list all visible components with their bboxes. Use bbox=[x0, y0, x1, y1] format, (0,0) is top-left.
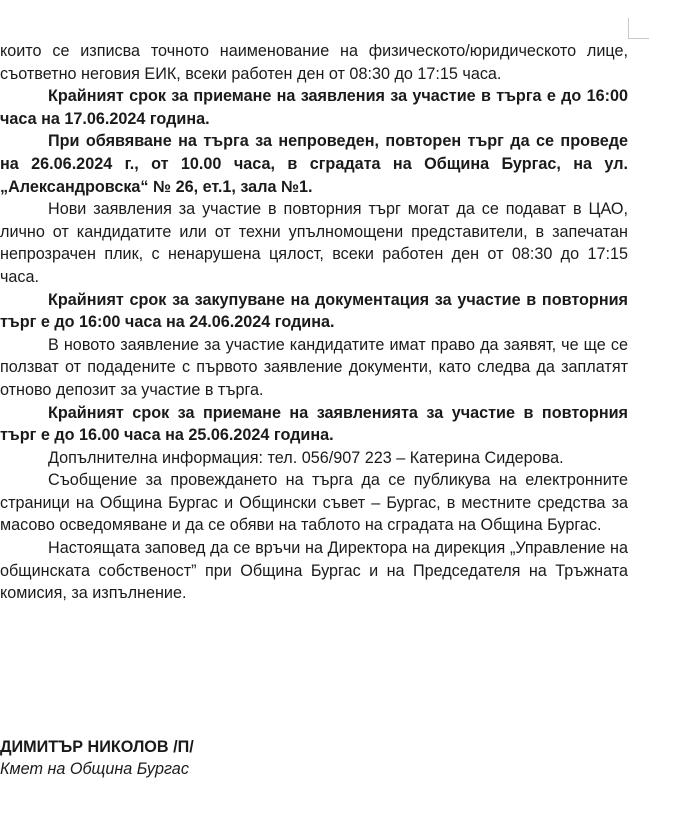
paragraph-9: Съобщение за провеждането на търга да се публикува на електронните страници на Община Бургас и Общински съвет – Бургас, в местните средства за масово осведомяване и да се обяви на таблото на сградата на Община Бургас. bbox=[0, 471, 628, 535]
signatory-title: Кмет на Община Бургас bbox=[0, 760, 189, 778]
paragraph-4: Нови заявления за участие в повторния търг могат да се подават в ЦАО, лично от кандидатите или от техни упълномощени представители, в запечатан непрозрачен плик, с ненарушена цялост, всеки работен ден от 08:30 до 17:15 часа. bbox=[0, 200, 628, 286]
paragraph-5: Крайният срок за закупуване на документация за участие в повторния търг е до 16:00 часа на 24.06.2024 година. bbox=[0, 290, 628, 332]
paragraph-8: Допълнителна информация: тел. 056/907 223 – Катерина Сидерова. bbox=[48, 448, 564, 467]
page-corner-mark bbox=[628, 18, 649, 39]
paragraph-3: При обявяване на търга за непроведен, повторен търг да се проведе на 26.06.2024 г., от 10.00 часа, в сградата на Община Бургас, на ул.„Александровска“ № 26, ет.1, зала №1. bbox=[0, 132, 628, 196]
paragraph-7: Крайният срок за приемане на заявленията за участие в повторния търг е до 16.00 часа на 25.06.2024 година. bbox=[0, 403, 628, 445]
document-body bbox=[0, 40, 628, 605]
paragraph-6: В новото заявление за участие кандидатите имат право да заявят, че ще се ползват от подадените с първото заявление документи, като следва да заплатят отново депозит за участие в търга. bbox=[0, 335, 628, 399]
signature-block bbox=[0, 736, 600, 780]
paragraph-10: Настоящата заповед да се връчи на Директора на дирекция „Управление на общинската собственост” при Община Бургас и на Председателя на Тръжната комисия, за изпълнение. bbox=[0, 539, 628, 603]
signatory-name: ДИМИТЪР НИКОЛОВ /П/ bbox=[0, 738, 194, 756]
paragraph-1: които се изписва точното наименование на физическото/юридическото лице, съответно неговия ЕИК, всеки работен ден от 08:30 до 17:15 часа. bbox=[0, 42, 628, 83]
paragraph-2: Крайният срок за приемане на заявления за участие в търга е до 16:00 часа на 17.06.2024 година. bbox=[0, 87, 628, 128]
